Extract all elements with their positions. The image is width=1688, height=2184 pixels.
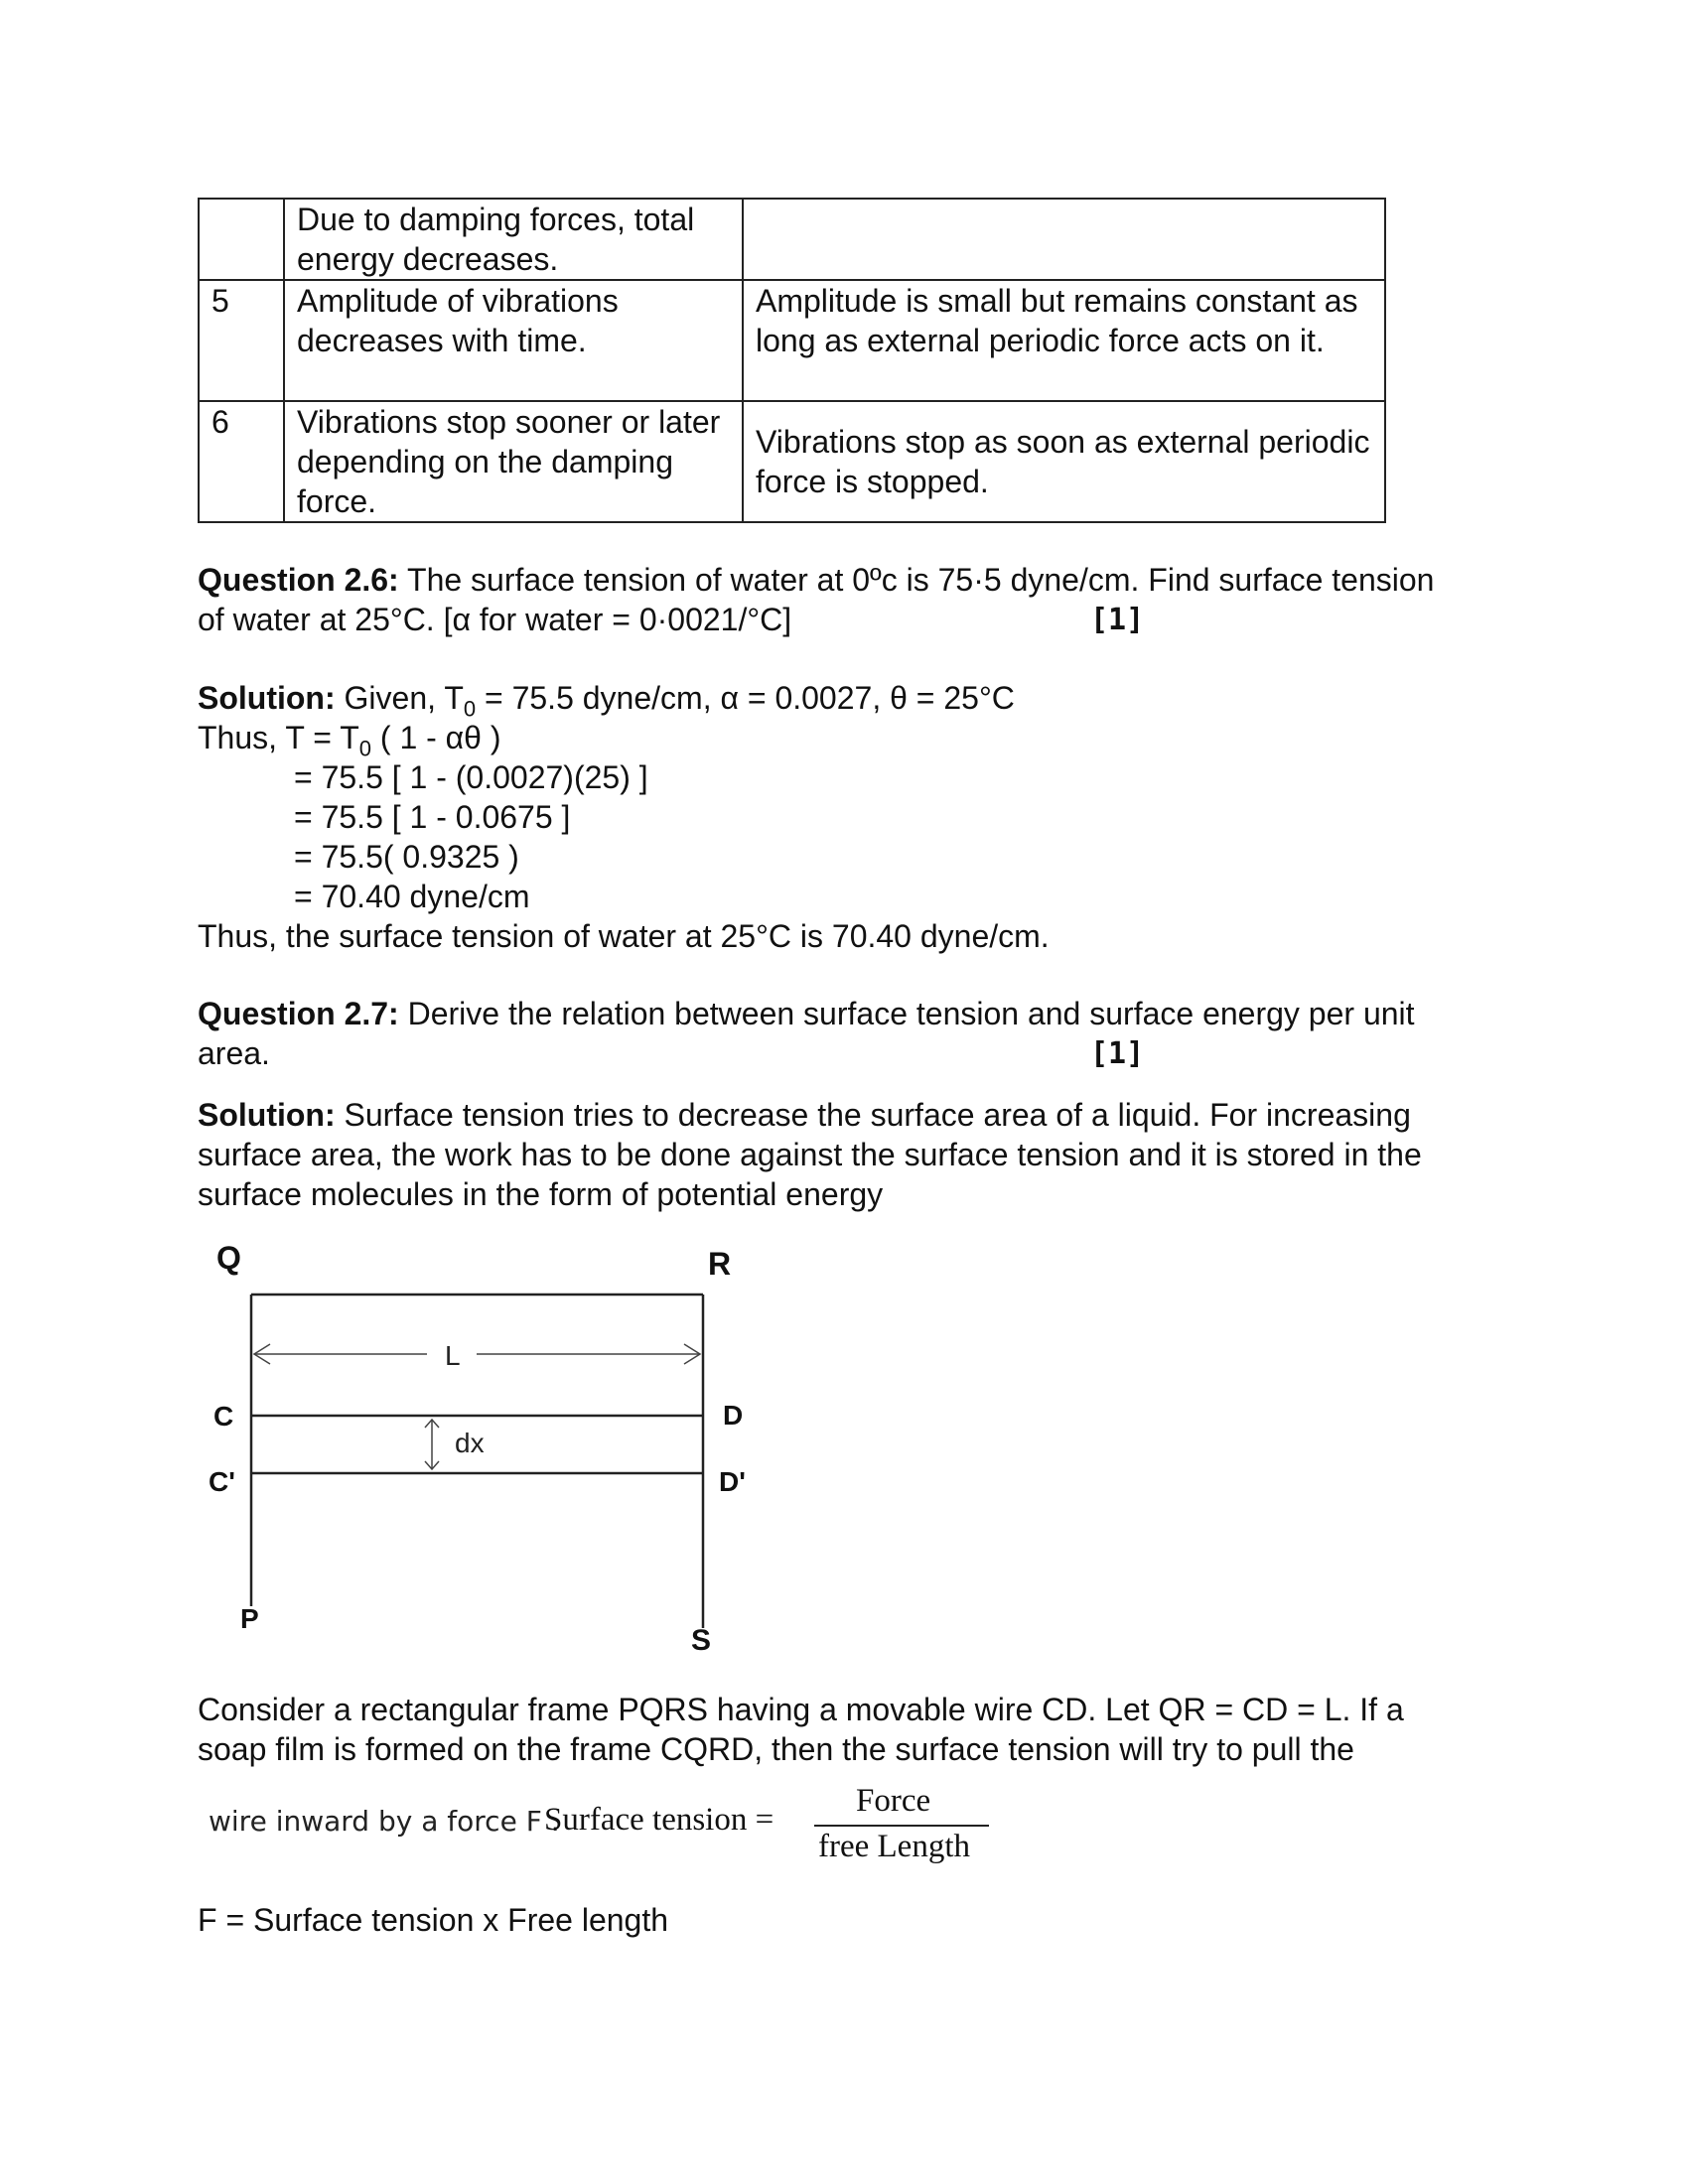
question-label: Question 2.6:	[198, 562, 399, 598]
fraction-bar	[814, 1825, 989, 1827]
row-number: 6	[199, 401, 284, 522]
damped-cell: Amplitude of vibrations decreases with time.	[284, 280, 743, 401]
question-label: Question 2.7:	[198, 996, 399, 1031]
label-l: L	[445, 1340, 461, 1371]
label-q: Q	[216, 1240, 241, 1276]
frame-diagram	[189, 1231, 784, 1678]
solution-conclusion: Thus, the surface tension of water at 25°C is 70.40 dyne/cm.	[198, 918, 1050, 954]
question-text: Derive the relation between surface tension and surface energy per unit	[398, 996, 1415, 1031]
table-row	[199, 280, 1385, 401]
given-values: = 75.5 dyne/cm, α = 0.0027, θ = 25°C	[476, 680, 1015, 716]
solution-text: Surface tension tries to decrease the surface area of a liquid. For increasing	[335, 1097, 1411, 1133]
label-d: D	[723, 1400, 744, 1431]
table-row	[199, 401, 1385, 522]
forced-cell	[743, 199, 1385, 280]
formula-text: Thus, T = T	[198, 720, 359, 755]
solution-step: = 75.5( 0.9325 )	[294, 839, 519, 875]
solution-2-7-line2: surface area, the work has to be done against the surface tension and it is stored in the	[198, 1137, 1422, 1172]
label-dx: dx	[455, 1428, 485, 1458]
question-2-6-line1	[198, 560, 1434, 600]
formula-lhs: Surface tension =	[544, 1802, 774, 1838]
solution-label: Solution:	[198, 680, 336, 716]
label-s: S	[691, 1624, 712, 1657]
solution-label: Solution:	[198, 1097, 336, 1133]
formula-prefix: wire inward by a force F .	[209, 1805, 560, 1838]
label-r: R	[708, 1246, 732, 1282]
damped-cell: Due to damping forces, total energy decreases.	[284, 199, 743, 280]
question-2-7-line1	[198, 994, 1415, 1033]
table-row	[199, 199, 1385, 280]
question-2-7-line2: area.	[198, 1035, 270, 1071]
given-text: Given, T	[335, 680, 464, 716]
label-d-prime: D'	[719, 1466, 746, 1497]
formula-denominator: free Length	[818, 1829, 970, 1864]
formula-rest: ( 1 - αθ )	[371, 720, 501, 755]
label-p: P	[240, 1603, 259, 1634]
formula-numerator: Force	[856, 1783, 931, 1819]
paragraph-line1: Consider a rectangular frame PQRS having a movable wire CD. Let QR = CD = L. If a	[198, 1692, 1404, 1727]
marks-badge: [1]	[1090, 603, 1145, 637]
row-number: 5	[199, 280, 284, 401]
solution-step: = 75.5 [ 1 - (0.0027)(25) ]	[294, 759, 648, 795]
solution-step: = 70.40 dyne/cm	[294, 879, 530, 914]
solution-step: = 75.5 [ 1 - 0.0675 ]	[294, 799, 571, 835]
comparison-table	[198, 198, 1386, 523]
final-equation: F = Surface tension x Free length	[198, 1902, 669, 1938]
question-text: The surface tension of water at 0ºc is 75·5 dyne/cm. Find surface tension	[398, 562, 1435, 598]
damped-cell: Vibrations stop sooner or later depending on the damping force.	[284, 401, 743, 522]
label-c-prime: C'	[209, 1466, 235, 1497]
solution-2-7-line1	[198, 1095, 1411, 1135]
forced-cell: Amplitude is small but remains constant as long as external periodic force acts on it.	[743, 280, 1385, 401]
question-2-6-line2: of water at 25°C. [α for water = 0·0021/°C]	[198, 602, 792, 637]
subscript: 0	[463, 696, 477, 722]
solution-2-7-line3: surface molecules in the form of potential energy	[198, 1176, 884, 1212]
forced-cell: Vibrations stop as soon as external periodic force is stopped.	[743, 401, 1385, 522]
marks-badge: [1]	[1090, 1036, 1145, 1071]
label-c: C	[213, 1401, 234, 1432]
paragraph-line2: soap film is formed on the frame CQRD, then the surface tension will try to pull the	[198, 1731, 1354, 1767]
subscript: 0	[358, 736, 371, 761]
row-number	[199, 199, 284, 280]
